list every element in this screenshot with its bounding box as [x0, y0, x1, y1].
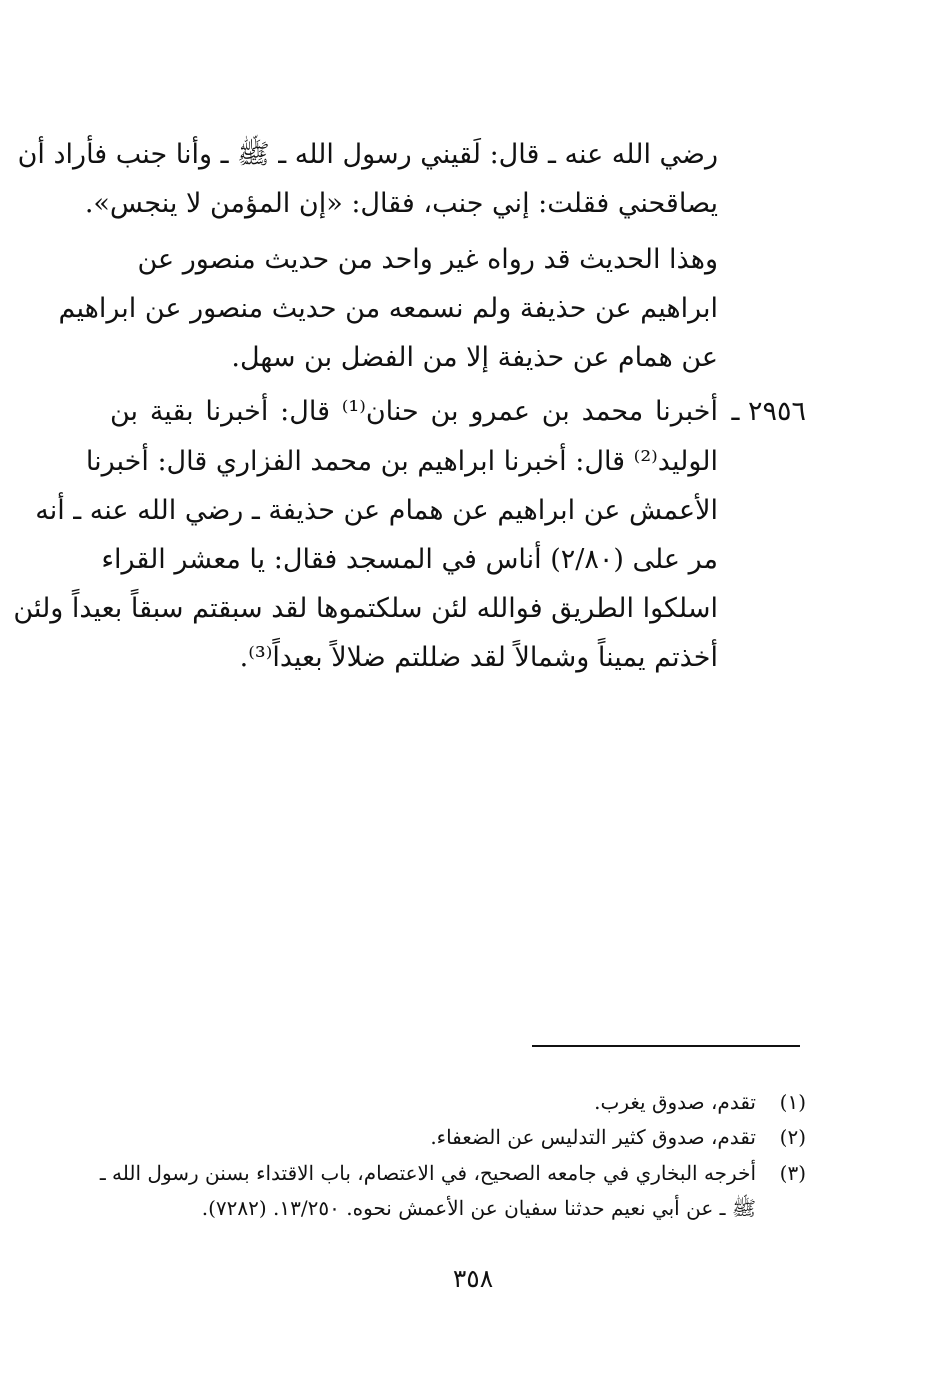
body-line: وهذا الحديث قد رواه غير واحد من حديث منصور عن — [137, 244, 718, 275]
body-line: ابراهيم عن حذيفة ولم نسمعه من حديث منصور عن ابراهيم — [58, 293, 718, 324]
footnote-number: (١) — [779, 1090, 806, 1114]
body-line: الأعمش عن ابراهيم عن همام عن حذيفة ـ رضي الله عنه ـ أنه — [35, 495, 718, 526]
footnote-separator — [532, 1045, 800, 1047]
body-line: رضي الله عنه ـ قال: لَقيني رسول الله ـ ﷺ ـ وأنا جنب فأراد أن — [17, 139, 718, 170]
body-line: أخذتم يميناً وشمالاً لقد ضللتم ضلالاً بعيداً⁽³⁾. — [239, 642, 718, 673]
footnote-text: تقدم، صدوق كثير التدليس عن الضعفاء. — [430, 1125, 756, 1149]
body-line: عن همام عن حذيفة إلا من الفضل بن سهل. — [231, 342, 718, 373]
hadith-number: ٢٩٥٦ ـ — [731, 396, 806, 427]
footnote-text: ﷺ ـ عن أبي نعيم حدثنا سفيان عن الأعمش نحوه. ١٣/٢٥٠. (٧٢٨٢). — [201, 1196, 756, 1220]
body-line: يصاقحني فقلت: إني جنب، فقال: «إن المؤمن لا ينجس». — [84, 188, 718, 219]
page-number: ٣٥٨ — [452, 1264, 494, 1293]
body-line: أخبرنا محمد بن عمرو بن حنان⁽¹⁾ قال: أخبرنا بقية بن — [110, 396, 718, 427]
footnote-number: (٣) — [779, 1161, 806, 1185]
body-line: الوليد⁽²⁾ قال: أخبرنا ابراهيم بن محمد الفزاري قال: أخبرنا — [85, 446, 718, 477]
body-line: مر على (٢/٨٠) أناس في المسجد فقال: يا معشر القراء — [101, 544, 718, 575]
footnote-text: أخرجه البخاري في جامعه الصحيح، في الاعتصام، باب الاقتداء بسنن رسول الله ـ — [99, 1161, 756, 1185]
body-line: اسلكوا الطريق فوالله لئن سلكتموها لقد سبقتم سبقاً بعيداً ولئن — [13, 593, 718, 624]
footnote-number: (٢) — [779, 1125, 806, 1149]
footnote-text: تقدم، صدوق يغرب. — [594, 1090, 756, 1114]
